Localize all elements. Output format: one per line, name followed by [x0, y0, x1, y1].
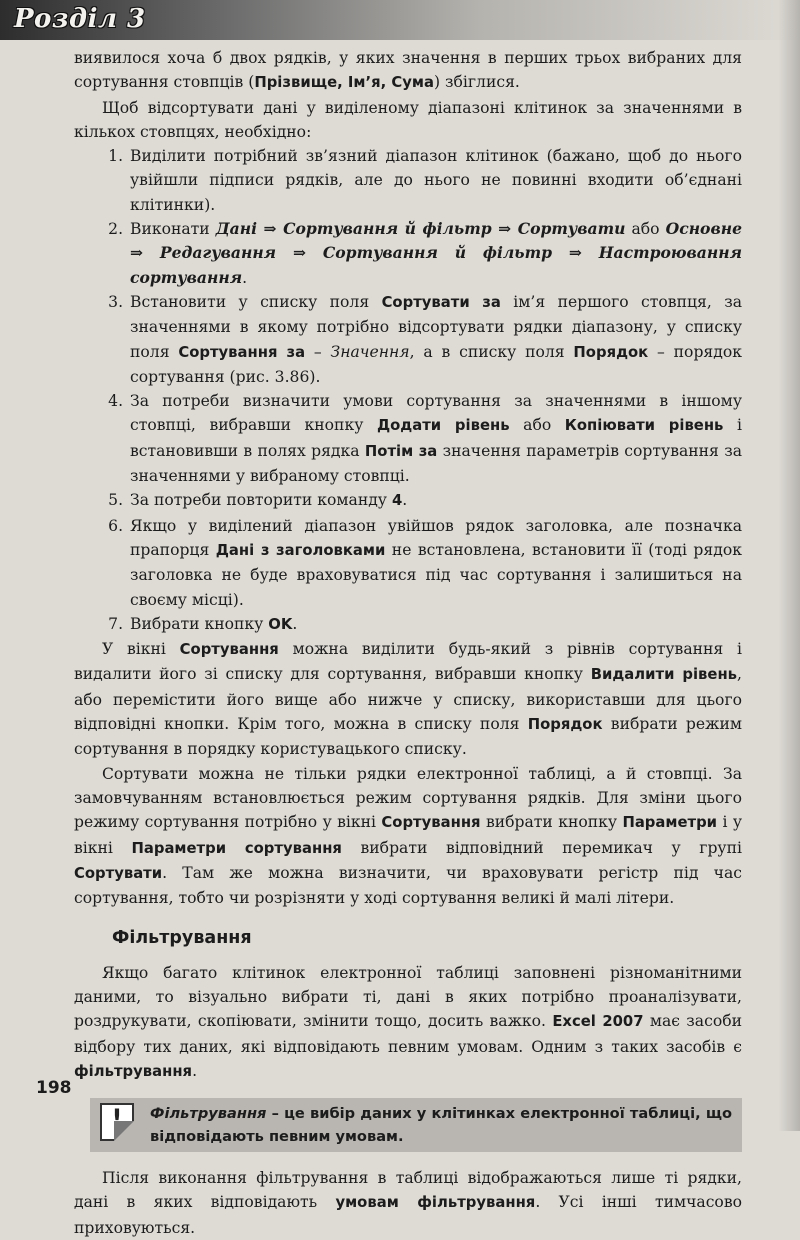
chapter-title: Розділ 3	[14, 4, 146, 34]
chapter-header-band	[0, 0, 800, 40]
page-number: 198	[36, 1078, 72, 1098]
definition-note-box	[90, 1098, 742, 1152]
step-5: 5. За потреби повторити команду 4.	[128, 488, 742, 513]
page-fold-corner	[114, 1121, 134, 1141]
step-1: 1. Виділити потрібний зв’язний діапазон клітинок (бажано, щоб до нього увійшли підписи рядків, але до нього не повинні входити об’єднані клітинки).	[128, 144, 742, 217]
main-text	[74, 46, 742, 1240]
intro-paragraph: виявилося хоча б двох рядків, у яких значення в перших трьох вибраних для сортування стовпців (Прізвище, Ім’я, Сума) збіглися.	[74, 49, 742, 92]
after-filter-paragraph: Після виконання фільтрування в таблиці відображаються лише ті рядки, дані в яких відповідають умовам фільтрування. Усі інші тимчасово приховуються.	[74, 1169, 742, 1237]
filter-paragraph: Якщо багато клітинок електронної таблиці заповнені різноманітними даними, то візуально вибрати ті, дані в яких потрібно проаналізувати, роздрукувати, скопіювати, змінити тощо, досить важко. Excel 2007 має засоби відбору тих даних, які відповідають певним умовам. Одним з таких засобів є фільтрування.	[74, 963, 742, 1080]
step-6: 6. Якщо у виділений діапазон увійшов рядок заголовка, але позначка прапорця Дані з заголовками не встановлена, встановити її (тоді рядок заголовка не буде враховуватися під час сортування і залишиться на своєму місці).	[128, 514, 742, 612]
step-7: 7. Вибрати кнопку OK.	[128, 612, 742, 637]
page-edge-shadow	[778, 0, 800, 1131]
step-4: 4. За потреби визначити умови сортування за значеннями в іншому стовпці, вибравши кнопку Додати рівень або Копіювати рівень і встановивши в полях рядка Потім за значення параметрів сортування за значеннями у вибраному стовпці.	[128, 389, 742, 488]
note-text: – це вибір даних у клітинках електронної таблиці, що відповідають певним умовам.	[150, 1105, 732, 1146]
step-3: 3. Встановити у списку поля Сортувати за ім’я першого стовпця, за значеннями в якому потрібно відсортувати рядки діапазону, у списку поля Сортування за – Значення, а в списку поля Порядок – порядок сортування (рис. 3.86).	[128, 290, 742, 389]
exclamation-note-icon: !	[100, 1103, 134, 1141]
step-2: 2. Виконати Дані ⇒ Сортування й фільтр ⇒ Сортувати або Основне ⇒ Редагування ⇒ Сортування й фільтр ⇒ Настроювання сортування.	[128, 217, 742, 290]
columns-paragraph: Сортувати можна не тільки рядки електронної таблиці, а й стовпці. За замовчуванням встановлюється режим сортування рядків. Для зміни цього режиму сортування потрібно у вікні Сортування вибрати кнопку Параметри і у вікні Параметри сортування вибрати відповідний перемикач у групі Сортувати. Там же можна визначити, чи враховувати регістр під час сортування, тобто чи розрізняти у ході сортування великі й малі літери.	[74, 764, 743, 908]
window-paragraph: У вікні Сортування можна виділити будь-який з рівнів сортування і видалити його зі списку для сортування, вибравши кнопку Видалити рівень, або перемістити його вище або нижче у списку, використавши для цього відповідні кнопки. Крім того, можна в списку поля Порядок вибрати режим сортування в порядку користувацького списку.	[74, 640, 742, 759]
section-title-filtering: Фільтрування	[112, 928, 252, 949]
steps-intro-paragraph: Щоб відсортувати дані у виділеному діапазоні клітинок за значеннями в кількох стовпцях, необхідно:	[74, 98, 742, 141]
steps-list	[74, 144, 742, 637]
note-term: Фільтрування	[150, 1105, 267, 1123]
